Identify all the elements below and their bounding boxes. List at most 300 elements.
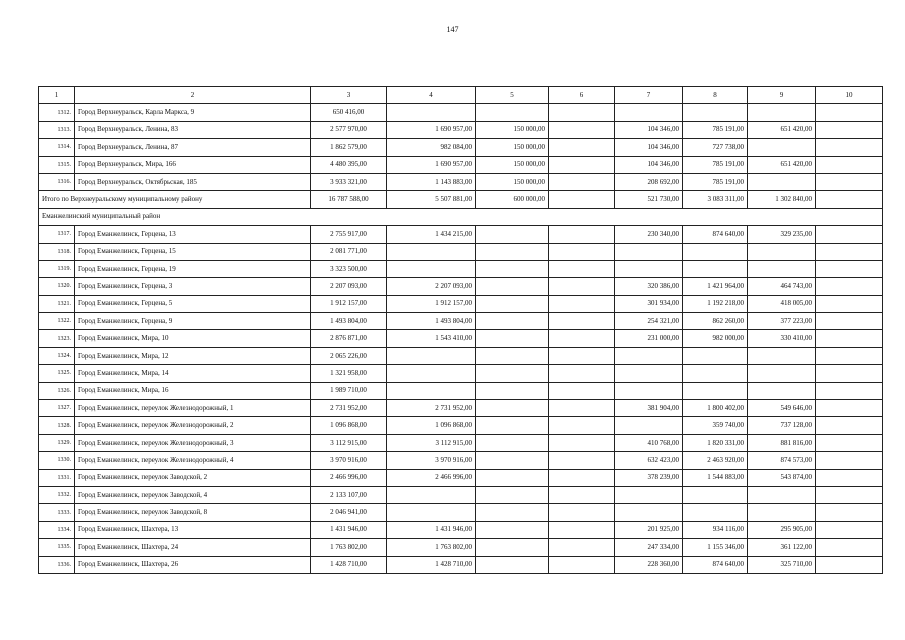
table-row <box>39 504 883 521</box>
table-cell: 2 731 952,00 <box>387 400 476 417</box>
row-number: 1315. <box>39 156 75 173</box>
table-cell <box>549 382 615 399</box>
address-cell: Город Еманжелинск, Герцена, 19 <box>75 260 311 277</box>
row-number: 1335. <box>39 539 75 556</box>
total-label: Итого по Верхнеуральскому муниципальному району <box>39 191 311 208</box>
table-cell: 1 192 218,00 <box>683 295 748 312</box>
table-cell: 378 239,00 <box>615 469 683 486</box>
table-cell <box>476 469 549 486</box>
table-cell: 1 431 946,00 <box>387 521 476 538</box>
address-cell: Город Еманжелинск, Герцена, 3 <box>75 278 311 295</box>
table-cell <box>476 330 549 347</box>
table-cell <box>476 260 549 277</box>
table-cell: 3 970 916,00 <box>311 452 387 469</box>
table-row <box>39 486 883 503</box>
table-cell: 1 434 215,00 <box>387 226 476 243</box>
table-cell <box>476 504 549 521</box>
table-cell: 410 768,00 <box>615 434 683 451</box>
table-cell: 1 493 804,00 <box>311 313 387 330</box>
table-cell: 874 640,00 <box>683 556 748 573</box>
table-cell: 464 743,00 <box>748 278 816 295</box>
table-cell <box>387 347 476 364</box>
table-cell: 1 155 346,00 <box>683 539 748 556</box>
row-number: 1330. <box>39 452 75 469</box>
address-cell: Город Еманжелинск, Мира, 14 <box>75 365 311 382</box>
table-row <box>39 121 883 138</box>
table-cell: 1 096 868,00 <box>311 417 387 434</box>
table-row <box>39 539 883 556</box>
column-header: 4 <box>387 87 476 104</box>
table-cell <box>549 400 615 417</box>
table-cell <box>816 330 883 347</box>
table-cell: 295 905,00 <box>748 521 816 538</box>
address-cell: Город Еманжелинск, Герцена, 13 <box>75 226 311 243</box>
table-cell: 377 223,00 <box>748 313 816 330</box>
table-cell <box>549 243 615 260</box>
table-cell <box>615 504 683 521</box>
table-cell <box>549 539 615 556</box>
table-cell <box>549 469 615 486</box>
table-cell <box>816 243 883 260</box>
table-cell <box>748 486 816 503</box>
table-cell <box>476 539 549 556</box>
table-cell <box>816 173 883 190</box>
table-cell <box>816 121 883 138</box>
table-cell: 2 207 093,00 <box>387 278 476 295</box>
table-cell <box>549 260 615 277</box>
table-cell: 1 493 804,00 <box>387 313 476 330</box>
table-cell <box>549 347 615 364</box>
table-cell: 2 463 920,00 <box>683 452 748 469</box>
row-number: 1317. <box>39 226 75 243</box>
table-cell: 1 543 410,00 <box>387 330 476 347</box>
table-cell: 330 410,00 <box>748 330 816 347</box>
table-cell <box>549 417 615 434</box>
table-cell <box>476 434 549 451</box>
table-cell: 632 423,00 <box>615 452 683 469</box>
table-row <box>39 243 883 260</box>
table-row <box>39 226 883 243</box>
table-cell <box>615 104 683 121</box>
total-row <box>39 191 883 208</box>
row-number: 1331. <box>39 469 75 486</box>
row-number: 1325. <box>39 365 75 382</box>
table-cell: 1 544 883,00 <box>683 469 748 486</box>
page-number: 147 <box>446 25 459 34</box>
table-cell: 3 970 916,00 <box>387 452 476 469</box>
table-cell <box>549 156 615 173</box>
table-cell: 1 143 883,00 <box>387 173 476 190</box>
table-cell: 874 640,00 <box>683 226 748 243</box>
table-cell: 4 480 395,00 <box>311 156 387 173</box>
table-cell <box>549 104 615 121</box>
table-cell <box>748 347 816 364</box>
column-header: 5 <box>476 87 549 104</box>
address-cell: Город Еманжелинск, переулок Железнодорожный, 4 <box>75 452 311 469</box>
table-row <box>39 330 883 347</box>
table-cell: 361 122,00 <box>748 539 816 556</box>
table-cell <box>816 260 883 277</box>
table-cell <box>549 295 615 312</box>
address-cell: Город Еманжелинск, Герцена, 5 <box>75 295 311 312</box>
table-cell <box>816 226 883 243</box>
address-cell: Город Верхнеуральск, Октябрьская, 185 <box>75 173 311 190</box>
total-cell: 1 302 840,00 <box>748 191 816 208</box>
address-cell: Город Еманжелинск, переулок Заводской, 8 <box>75 504 311 521</box>
table-cell <box>816 504 883 521</box>
table-cell <box>816 452 883 469</box>
row-number: 1321. <box>39 295 75 312</box>
table-cell: 150 000,00 <box>476 121 549 138</box>
table-cell: 934 116,00 <box>683 521 748 538</box>
table-cell <box>387 382 476 399</box>
table-cell <box>816 382 883 399</box>
table-cell: 381 904,00 <box>615 400 683 417</box>
row-number: 1334. <box>39 521 75 538</box>
address-cell: Город Верхнеуральск, Карла Маркса, 9 <box>75 104 311 121</box>
row-number: 1322. <box>39 313 75 330</box>
table-cell <box>816 156 883 173</box>
table-cell: 230 340,00 <box>615 226 683 243</box>
table-cell <box>748 382 816 399</box>
table-row <box>39 452 883 469</box>
table-cell <box>816 417 883 434</box>
table-cell <box>476 243 549 260</box>
table-row <box>39 313 883 330</box>
table-cell <box>615 417 683 434</box>
table-cell <box>549 226 615 243</box>
row-number: 1326. <box>39 382 75 399</box>
table-cell <box>816 295 883 312</box>
column-header: 9 <box>748 87 816 104</box>
table-cell <box>748 504 816 521</box>
row-number: 1319. <box>39 260 75 277</box>
table-cell: 231 000,00 <box>615 330 683 347</box>
table-row <box>39 139 883 156</box>
table-cell: 2 755 917,00 <box>311 226 387 243</box>
total-cell: 16 787 588,00 <box>311 191 387 208</box>
section-label: Еманжелинский муниципальный район <box>39 208 883 225</box>
table-cell <box>683 260 748 277</box>
table-cell: 982 000,00 <box>683 330 748 347</box>
table-cell <box>615 486 683 503</box>
table-cell: 329 235,00 <box>748 226 816 243</box>
table-cell: 359 740,00 <box>683 417 748 434</box>
table-cell: 1 690 957,00 <box>387 156 476 173</box>
table-cell <box>816 365 883 382</box>
table-cell <box>683 365 748 382</box>
table-row <box>39 173 883 190</box>
table-cell <box>549 365 615 382</box>
address-cell: Город Еманжелинск, Герцена, 15 <box>75 243 311 260</box>
table-cell <box>816 139 883 156</box>
table-row <box>39 278 883 295</box>
table-cell <box>476 347 549 364</box>
total-cell <box>549 191 615 208</box>
table-cell: 150 000,00 <box>476 156 549 173</box>
table-cell <box>549 434 615 451</box>
table-cell <box>748 365 816 382</box>
table-cell: 150 000,00 <box>476 173 549 190</box>
row-number: 1332. <box>39 486 75 503</box>
table-cell <box>816 539 883 556</box>
row-number: 1328. <box>39 417 75 434</box>
table-cell: 247 334,00 <box>615 539 683 556</box>
table-row <box>39 347 883 364</box>
table-cell <box>476 313 549 330</box>
table-cell <box>476 417 549 434</box>
table-cell: 325 710,00 <box>748 556 816 573</box>
table-cell <box>683 104 748 121</box>
table-cell <box>816 521 883 538</box>
table-cell <box>549 121 615 138</box>
table-cell: 862 260,00 <box>683 313 748 330</box>
table-cell: 2 466 996,00 <box>311 469 387 486</box>
address-cell: Город Еманжелинск, переулок Заводской, 2 <box>75 469 311 486</box>
table-row <box>39 156 883 173</box>
row-number: 1314. <box>39 139 75 156</box>
table-cell <box>748 104 816 121</box>
table-cell: 727 738,00 <box>683 139 748 156</box>
table-cell <box>683 504 748 521</box>
table-cell: 1 912 157,00 <box>311 295 387 312</box>
table-cell: 543 874,00 <box>748 469 816 486</box>
table-cell <box>549 173 615 190</box>
table-cell: 1 763 802,00 <box>387 539 476 556</box>
table-cell <box>615 365 683 382</box>
table-cell <box>615 260 683 277</box>
address-cell: Город Еманжелинск, переулок Железнодорожный, 1 <box>75 400 311 417</box>
table-cell: 2 046 941,00 <box>311 504 387 521</box>
table-cell: 1 862 579,00 <box>311 139 387 156</box>
table-cell <box>615 382 683 399</box>
row-number: 1312. <box>39 104 75 121</box>
table-cell: 1 321 958,00 <box>311 365 387 382</box>
table-cell <box>387 104 476 121</box>
table-cell: 104 346,00 <box>615 139 683 156</box>
table-cell <box>683 382 748 399</box>
table-cell: 301 934,00 <box>615 295 683 312</box>
total-cell: 521 730,00 <box>615 191 683 208</box>
table-cell <box>476 104 549 121</box>
address-cell: Город Еманжелинск, Мира, 10 <box>75 330 311 347</box>
table-cell: 785 191,00 <box>683 173 748 190</box>
table-cell <box>476 365 549 382</box>
table-cell <box>816 469 883 486</box>
column-header: 1 <box>39 87 75 104</box>
total-cell: 600 000,00 <box>476 191 549 208</box>
table-cell: 737 128,00 <box>748 417 816 434</box>
row-number: 1324. <box>39 347 75 364</box>
column-header: 10 <box>816 87 883 104</box>
table-cell: 3 933 321,00 <box>311 173 387 190</box>
table-cell <box>748 260 816 277</box>
table-cell <box>816 313 883 330</box>
address-cell: Город Еманжелинск, Шахтера, 24 <box>75 539 311 556</box>
row-number: 1316. <box>39 173 75 190</box>
table-cell: 1 989 710,00 <box>311 382 387 399</box>
table-cell <box>549 278 615 295</box>
table-cell <box>549 330 615 347</box>
table-cell <box>549 521 615 538</box>
table-cell: 201 925,00 <box>615 521 683 538</box>
address-cell: Город Еманжелинск, переулок Железнодорожный, 2 <box>75 417 311 434</box>
table-cell <box>476 486 549 503</box>
address-cell: Город Верхнеуральск, Мира, 166 <box>75 156 311 173</box>
table-cell: 1 096 868,00 <box>387 417 476 434</box>
table-cell: 982 084,00 <box>387 139 476 156</box>
table-cell <box>549 452 615 469</box>
table-cell: 2 577 970,00 <box>311 121 387 138</box>
table-cell <box>549 139 615 156</box>
column-header: 7 <box>615 87 683 104</box>
table-cell: 651 420,00 <box>748 156 816 173</box>
header-row <box>39 87 883 104</box>
table-cell: 418 005,00 <box>748 295 816 312</box>
column-header: 6 <box>549 87 615 104</box>
table-cell <box>748 243 816 260</box>
table-cell: 881 816,00 <box>748 434 816 451</box>
table-cell: 2 133 107,00 <box>311 486 387 503</box>
address-cell: Город Еманжелинск, Герцена, 9 <box>75 313 311 330</box>
table-cell <box>748 139 816 156</box>
table-row <box>39 434 883 451</box>
table-cell <box>476 556 549 573</box>
table-cell: 874 573,00 <box>748 452 816 469</box>
table-cell <box>476 226 549 243</box>
table-cell <box>549 504 615 521</box>
table-cell: 2 876 871,00 <box>311 330 387 347</box>
table-cell: 104 346,00 <box>615 121 683 138</box>
table-row <box>39 556 883 573</box>
table-row <box>39 104 883 121</box>
table-cell: 254 321,00 <box>615 313 683 330</box>
row-number: 1329. <box>39 434 75 451</box>
address-cell: Город Еманжелинск, Мира, 16 <box>75 382 311 399</box>
row-number: 1323. <box>39 330 75 347</box>
total-cell: 3 083 311,00 <box>683 191 748 208</box>
table-cell <box>816 104 883 121</box>
table-cell: 651 420,00 <box>748 121 816 138</box>
table-cell <box>549 486 615 503</box>
table-cell <box>816 486 883 503</box>
table-cell <box>816 400 883 417</box>
table-cell <box>476 278 549 295</box>
table-cell: 1 428 710,00 <box>311 556 387 573</box>
table-cell: 3 112 915,00 <box>387 434 476 451</box>
table-cell: 2 065 226,00 <box>311 347 387 364</box>
table-cell <box>476 400 549 417</box>
table-cell <box>387 365 476 382</box>
table-row <box>39 400 883 417</box>
table-cell <box>476 521 549 538</box>
table-cell: 3 112 915,00 <box>311 434 387 451</box>
address-cell: Город Еманжелинск, переулок Заводской, 4 <box>75 486 311 503</box>
table-cell <box>683 347 748 364</box>
address-cell: Город Еманжелинск, Шахтера, 26 <box>75 556 311 573</box>
table-cell: 1 421 964,00 <box>683 278 748 295</box>
table-cell <box>387 486 476 503</box>
table-row <box>39 365 883 382</box>
row-number: 1320. <box>39 278 75 295</box>
table-cell: 1 820 331,00 <box>683 434 748 451</box>
row-number: 1333. <box>39 504 75 521</box>
row-number: 1313. <box>39 121 75 138</box>
table-cell <box>387 504 476 521</box>
table-cell <box>549 556 615 573</box>
table-cell: 208 692,00 <box>615 173 683 190</box>
table-cell: 2 731 952,00 <box>311 400 387 417</box>
table-row <box>39 382 883 399</box>
table-cell: 2 207 093,00 <box>311 278 387 295</box>
table-cell <box>816 434 883 451</box>
table-cell: 1 428 710,00 <box>387 556 476 573</box>
total-cell <box>816 191 883 208</box>
table-cell: 3 323 500,00 <box>311 260 387 277</box>
table-cell: 1 431 946,00 <box>311 521 387 538</box>
table-cell: 1 800 402,00 <box>683 400 748 417</box>
table-cell: 150 000,00 <box>476 139 549 156</box>
address-cell: Город Верхнеуральск, Ленина, 83 <box>75 121 311 138</box>
table-row <box>39 521 883 538</box>
table-row <box>39 295 883 312</box>
table-cell <box>748 173 816 190</box>
table-cell <box>816 347 883 364</box>
table-cell <box>683 486 748 503</box>
table-cell: 1 763 802,00 <box>311 539 387 556</box>
table-cell: 320 386,00 <box>615 278 683 295</box>
table-cell: 2 466 996,00 <box>387 469 476 486</box>
table-cell: 785 191,00 <box>683 156 748 173</box>
table-row <box>39 469 883 486</box>
table-cell: 1 912 157,00 <box>387 295 476 312</box>
section-row <box>39 208 883 225</box>
table-cell <box>387 260 476 277</box>
table-row <box>39 417 883 434</box>
table-cell: 104 346,00 <box>615 156 683 173</box>
table-cell <box>387 243 476 260</box>
table-cell: 549 646,00 <box>748 400 816 417</box>
row-number: 1327. <box>39 400 75 417</box>
table-cell: 228 360,00 <box>615 556 683 573</box>
table-cell <box>549 313 615 330</box>
table-cell <box>615 243 683 260</box>
table-cell <box>683 243 748 260</box>
address-cell: Город Еманжелинск, переулок Железнодорожный, 3 <box>75 434 311 451</box>
row-number: 1336. <box>39 556 75 573</box>
row-number: 1318. <box>39 243 75 260</box>
data-table <box>38 86 883 574</box>
column-header: 8 <box>683 87 748 104</box>
column-header: 3 <box>311 87 387 104</box>
table-cell <box>816 278 883 295</box>
table-cell: 1 690 957,00 <box>387 121 476 138</box>
table-cell <box>816 556 883 573</box>
table-cell <box>615 347 683 364</box>
address-cell: Город Еманжелинск, Шахтера, 13 <box>75 521 311 538</box>
total-cell: 5 507 881,00 <box>387 191 476 208</box>
table-cell: 650 416,00 <box>311 104 387 121</box>
table-cell: 785 191,00 <box>683 121 748 138</box>
column-header: 2 <box>75 87 311 104</box>
table-cell: 2 081 771,00 <box>311 243 387 260</box>
address-cell: Город Еманжелинск, Мира, 12 <box>75 347 311 364</box>
table-row <box>39 260 883 277</box>
table-cell <box>476 452 549 469</box>
table-cell <box>476 295 549 312</box>
address-cell: Город Верхнеуральск, Ленина, 87 <box>75 139 311 156</box>
table-cell <box>476 382 549 399</box>
